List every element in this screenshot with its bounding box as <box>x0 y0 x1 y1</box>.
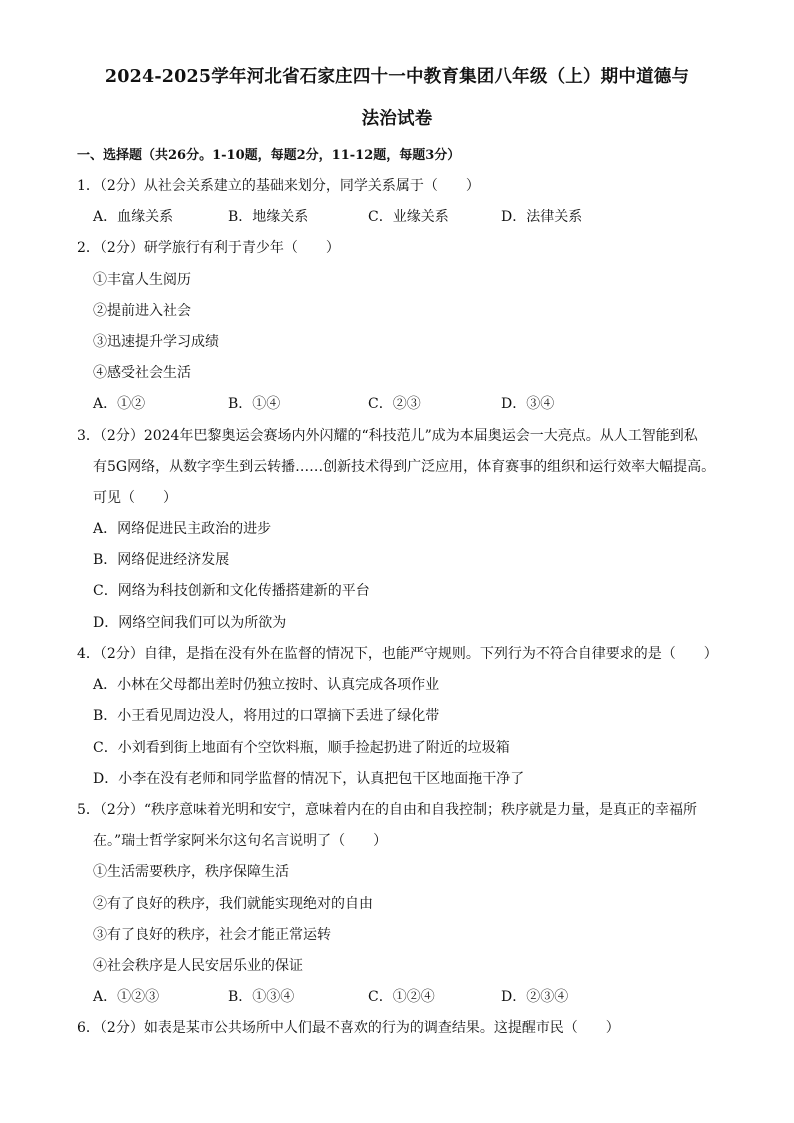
question-4-option-c[interactable]: C．小刘看到街上地面有个空饮料瓶，顺手捡起扔进了附近的垃圾箱 <box>93 740 510 756</box>
question-2-option-d[interactable]: D．③④ <box>501 396 555 412</box>
question-2-option-c[interactable]: C．②③ <box>368 396 421 412</box>
question-5-option-a[interactable]: A．①②③ <box>93 989 160 1005</box>
exam-title-line-2: 法治试卷 <box>361 109 433 129</box>
question-1-option-b[interactable]: B．地缘关系 <box>228 209 309 225</box>
section-heading: 一、选择题（共26分。1-10题，每题2分，11-12题，每题3分） <box>77 148 461 163</box>
question-3-stem-line-1: 3．（2分）2024年巴黎奥运会赛场内外闪耀的“科技范儿”成为本届奥运会一大亮点。从人工智能到私 <box>77 428 698 444</box>
question-2-stem: 2．（2分）研学旅行有利于青少年（ ） <box>77 240 340 256</box>
question-5-option-d[interactable]: D．②③④ <box>501 989 569 1005</box>
exam-title-line-1: 2024-2025学年河北省石家庄四十一中教育集团八年级（上）期中道德与 <box>104 67 690 87</box>
question-5-stem-line-1: 5．（2分）“秩序意味着光明和安宁，意味着内在的自由和自我控制；秩序就是力量，是真正的幸福所 <box>77 802 697 818</box>
question-2-option-a[interactable]: A．①② <box>93 396 146 412</box>
question-4-option-a[interactable]: A．小林在父母都出差时仍独立按时、认真完成各项作业 <box>93 677 440 693</box>
question-1-stem: 1．（2分）从社会关系建立的基础来划分，同学关系属于（ ） <box>77 178 480 194</box>
question-1-option-a[interactable]: A．血缘关系 <box>93 209 174 225</box>
question-3-option-a[interactable]: A．网络促进民主政治的进步 <box>93 521 272 537</box>
question-5-item-3: ③有了良好的秩序，社会才能正常运转 <box>93 927 331 943</box>
question-4-stem: 4．（2分）自律，是指在没有外在监督的情况下，也能严守规则。下列行为不符合自律要求的是（ ） <box>77 646 718 662</box>
question-6-stem: 6．（2分）如表是某市公共场所中人们最不喜欢的行为的调查结果。这提醒市民（ ） <box>77 1020 620 1036</box>
question-5-item-2: ②有了良好的秩序，我们就能实现绝对的自由 <box>93 896 373 912</box>
question-5-item-4: ④社会秩序是人民安居乐业的保证 <box>93 958 303 974</box>
question-2-item-1: ①丰富人生阅历 <box>93 272 191 288</box>
question-5-stem-line-2: 在。”瑞士哲学家阿米尔这句名言说明了（ ） <box>93 833 388 849</box>
question-1-option-c[interactable]: C．业缘关系 <box>368 209 449 225</box>
question-2-option-b[interactable]: B．①④ <box>228 396 281 412</box>
question-2-item-2: ②提前进入社会 <box>93 303 191 319</box>
question-3-option-c[interactable]: C．网络为科技创新和文化传播搭建新的平台 <box>93 583 370 599</box>
question-2-item-4: ④感受社会生活 <box>93 365 191 381</box>
question-5-item-1: ①生活需要秩序，秩序保障生活 <box>93 864 289 880</box>
question-2-item-3: ③迅速提升学习成绩 <box>93 334 219 350</box>
question-3-option-d[interactable]: D．网络空间我们可以为所欲为 <box>93 615 287 631</box>
question-4-option-d[interactable]: D．小李在没有老师和同学监督的情况下，认真把包干区地面拖干净了 <box>93 771 525 787</box>
question-4-option-b[interactable]: B．小王看见周边没人，将用过的口罩摘下丢进了绿化带 <box>93 708 440 724</box>
question-5-option-c[interactable]: C．①②④ <box>368 989 435 1005</box>
question-5-option-b[interactable]: B．①③④ <box>228 989 295 1005</box>
question-3-option-b[interactable]: B．网络促进经济发展 <box>93 552 230 568</box>
question-1-option-d[interactable]: D．法律关系 <box>501 209 583 225</box>
question-3-stem-line-2: 有5G网络，从数字孪生到云转播……创新技术得到广泛应用，体育赛事的组织和运行效率大幅提高。 <box>93 459 716 475</box>
question-3-stem-line-3: 可见（ ） <box>93 490 177 506</box>
